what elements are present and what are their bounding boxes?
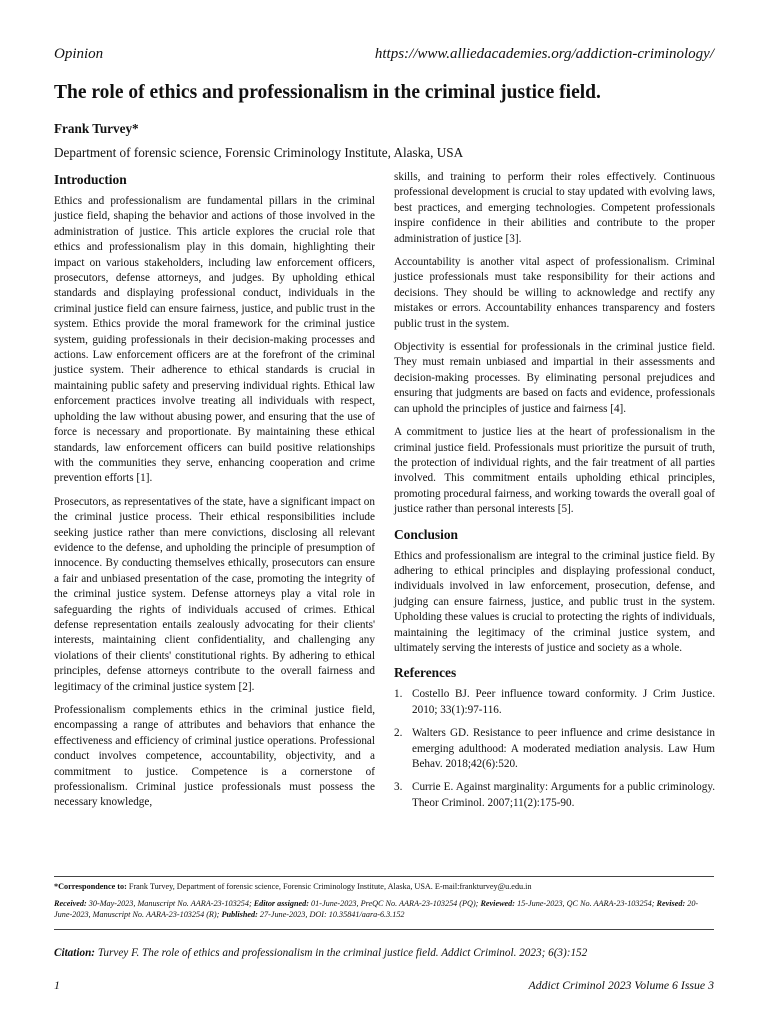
reference-number: 3. — [394, 781, 403, 794]
reference-text: Currie E. Against marginality: Arguments for a public criminology. Theor Criminol. 2007;11(2):175-90. — [412, 781, 715, 809]
introduction-heading: Introduction — [54, 172, 127, 187]
citation-line — [54, 947, 714, 959]
left-column — [54, 169, 375, 819]
running-header — [54, 46, 714, 63]
article-type-label: Opinion — [54, 46, 104, 62]
correspondence-text: Frank Turvey, Department of forensic science, Forensic Criminology Institute, Alaska, USA. E-mail:frankturvey@u.edu.in — [128, 882, 532, 891]
history-label: Editor assigned: — [253, 898, 309, 908]
author-name: Frank Turvey* — [54, 121, 139, 136]
journal-issue: Addict Criminol 2023 Volume 6 Issue 3 — [528, 978, 714, 992]
body-paragraph: Prosecutors, as representatives of the state, have a significant impact on the criminal justice process. Their ethical responsibilities include seeking justice rather than mere convictions, disclosing all relevant evidence to the defense, and upholding the principle of presumption of innocence. By conducting themselves ethically, prosecutors can ensure a fair and unbiased presentation of the case, promoting the integrity of the criminal justice system. Defense attorneys play a vital role in safeguarding the rights of individuals accused of crimes. Ethical defense representation entails zealously advocating for their clients' interests, maintaining client confidentiality, and challenging any violations of their clients' constitutional rights. By adhering to ethical principles, defense attorneys contribute to the overall fairness and legitimacy of the criminal justice system [2]. — [54, 495, 375, 693]
history-label: Reviewed: — [480, 898, 516, 908]
history-value: 27-June-2023, DOI: 10.35841/aara-6.3.152 — [259, 910, 405, 920]
body-paragraph: skills, and training to perform their roles effectively. Continuous professional development is crucial to stay updated with evolving laws, best practices, and emerging technologies. Competent professionals inspire confidence in their abilities and contribute to the proper administration of justice [3]. — [394, 171, 715, 245]
reference-number: 1. — [394, 688, 403, 701]
body-paragraph: Accountability is another vital aspect of professionalism. Criminal justice professionals must take responsibility for their actions and decisions. They should be willing to acknowledge and rectify any mistakes or errors. Accountability enhances transparency and fosters public trust in the system. — [394, 256, 715, 330]
conclusion-paragraph: Ethics and professionalism are integral to the criminal justice field. By adhering to ethical principles and displaying professional conduct, individuals involved in law enforcement, prosecution, defense, and judging can ensure fairness, justice, and public trust in the system. Upholding these values is crucial to protecting the rights of individuals, maintaining the legitimacy of the criminal justice system, and ultimately serving the interests of justice and society as a whole. — [394, 549, 715, 654]
footnote-divider — [54, 876, 714, 877]
citation-divider — [54, 929, 714, 930]
reference-text: Costello BJ. Peer influence toward conformity. J Crim Justice. 2010; 33(1):97-116. — [412, 688, 715, 716]
body-paragraph: Ethics and professionalism are fundamental pillars in the criminal justice field, shaping the behavior and actions of those involved in the administration of justice. This article explores the crucial role that ethics and professionalism play in this domain, highlighting their impact on various stakeholders, including law enforcement officers, prosecutors, defense attorneys, and judges. By upholding ethical standards and displaying professional conduct, individuals in the criminal justice field can ensure fairness, justice, and public trust in the system. Ethics provide the moral framework for the criminal justice system, guiding professionals in their decision-making processes and actions. Law enforcement officers are at the forefront of the criminal justice system. Their adherence to ethical standards is crucial in maintaining public safety and preserving individual rights. Ethical law enforcement practices involve treating all individuals with respect, upholding the law without abusing power, and ensuring that the use of force is necessary and proportionate. By maintaining these ethical standards, law enforcement officers can build positive relationships with the communities they serve, enhancing cooperation and crime prevention efforts [1]. — [54, 195, 375, 485]
history-label: Published: — [221, 910, 258, 920]
page-number: 1 — [54, 978, 60, 992]
article-title: The role of ethics and professionalism in the criminal justice field. — [54, 82, 601, 103]
footnotes — [54, 881, 714, 921]
history-value: 15-June-2023, QC No. AARA-23-103254; — [517, 898, 655, 908]
reference-text: Walters GD. Resistance to peer influence and crime desistance in emerging adulthood: A moderated mediation analysis. Law Hum Behav. 2018;42(6):520. — [412, 727, 715, 770]
body-paragraph: Objectivity is essential for professionals in the criminal justice field. They must remain unbiased and impartial in their assessments and decision-making processes. By eliminating personal prejudices and ensuring that judgments are based on facts and evidence, professionals can uphold the principles of justice and fairness [4]. — [394, 341, 715, 415]
reference-item — [394, 780, 715, 811]
history-value: 20-June-2023, Manuscript No. AARA-23-103254 (R); — [54, 898, 699, 920]
citation-label: Citation: — [54, 947, 96, 959]
history-value: 01-June-2023, PreQC No. AARA-23-103254 (PQ); — [311, 898, 479, 908]
conclusion-heading: Conclusion — [394, 526, 458, 542]
references-heading: References — [394, 665, 457, 681]
right-column — [394, 170, 715, 819]
history-label: Revised: — [656, 898, 686, 908]
correspondence-note — [54, 881, 714, 893]
correspondence-label: *Correspondence to: — [54, 882, 127, 891]
body-paragraph: A commitment to justice lies at the heart of professionalism in the criminal justice field. Professionals must prioritize the pursuit of truth, the protection of individual rights, and the fair treatment of all parties involved. This commitment entails upholding ethical principles, promoting procedural fairness, and working towards the overall goal of justice rather than personal interests [5]. — [394, 426, 715, 516]
citation-text: Turvey F. The role of ethics and professionalism in the criminal justice field. Addict Criminol. 2023; 6(3):152 — [97, 947, 588, 959]
journal-url[interactable]: https://www.alliedacademies.org/addiction-criminology/ — [374, 46, 714, 62]
reference-item — [394, 687, 715, 718]
author-affiliation: Department of forensic science, Forensic Criminology Institute, Alaska, USA — [54, 145, 464, 160]
article-history — [54, 898, 714, 921]
reference-number: 2. — [394, 727, 403, 740]
reference-list — [394, 687, 715, 811]
reference-item — [394, 726, 715, 772]
page-footer — [54, 978, 714, 993]
history-value: 30-May-2023, Manuscript No. AARA-23-103254; — [88, 898, 252, 908]
body-paragraph: Professionalism complements ethics in the criminal justice field, encompassing a range of attributes and behaviors that enhance the effectiveness and efficiency of criminal justice operations. Professional conduct involves competence, accountability, objectivity, and a commitment to justice. Competence is a cornerstone of professionalism. Criminal justice professionals must possess the necessary knowledge, — [54, 704, 375, 809]
history-label: Received: — [54, 898, 87, 908]
